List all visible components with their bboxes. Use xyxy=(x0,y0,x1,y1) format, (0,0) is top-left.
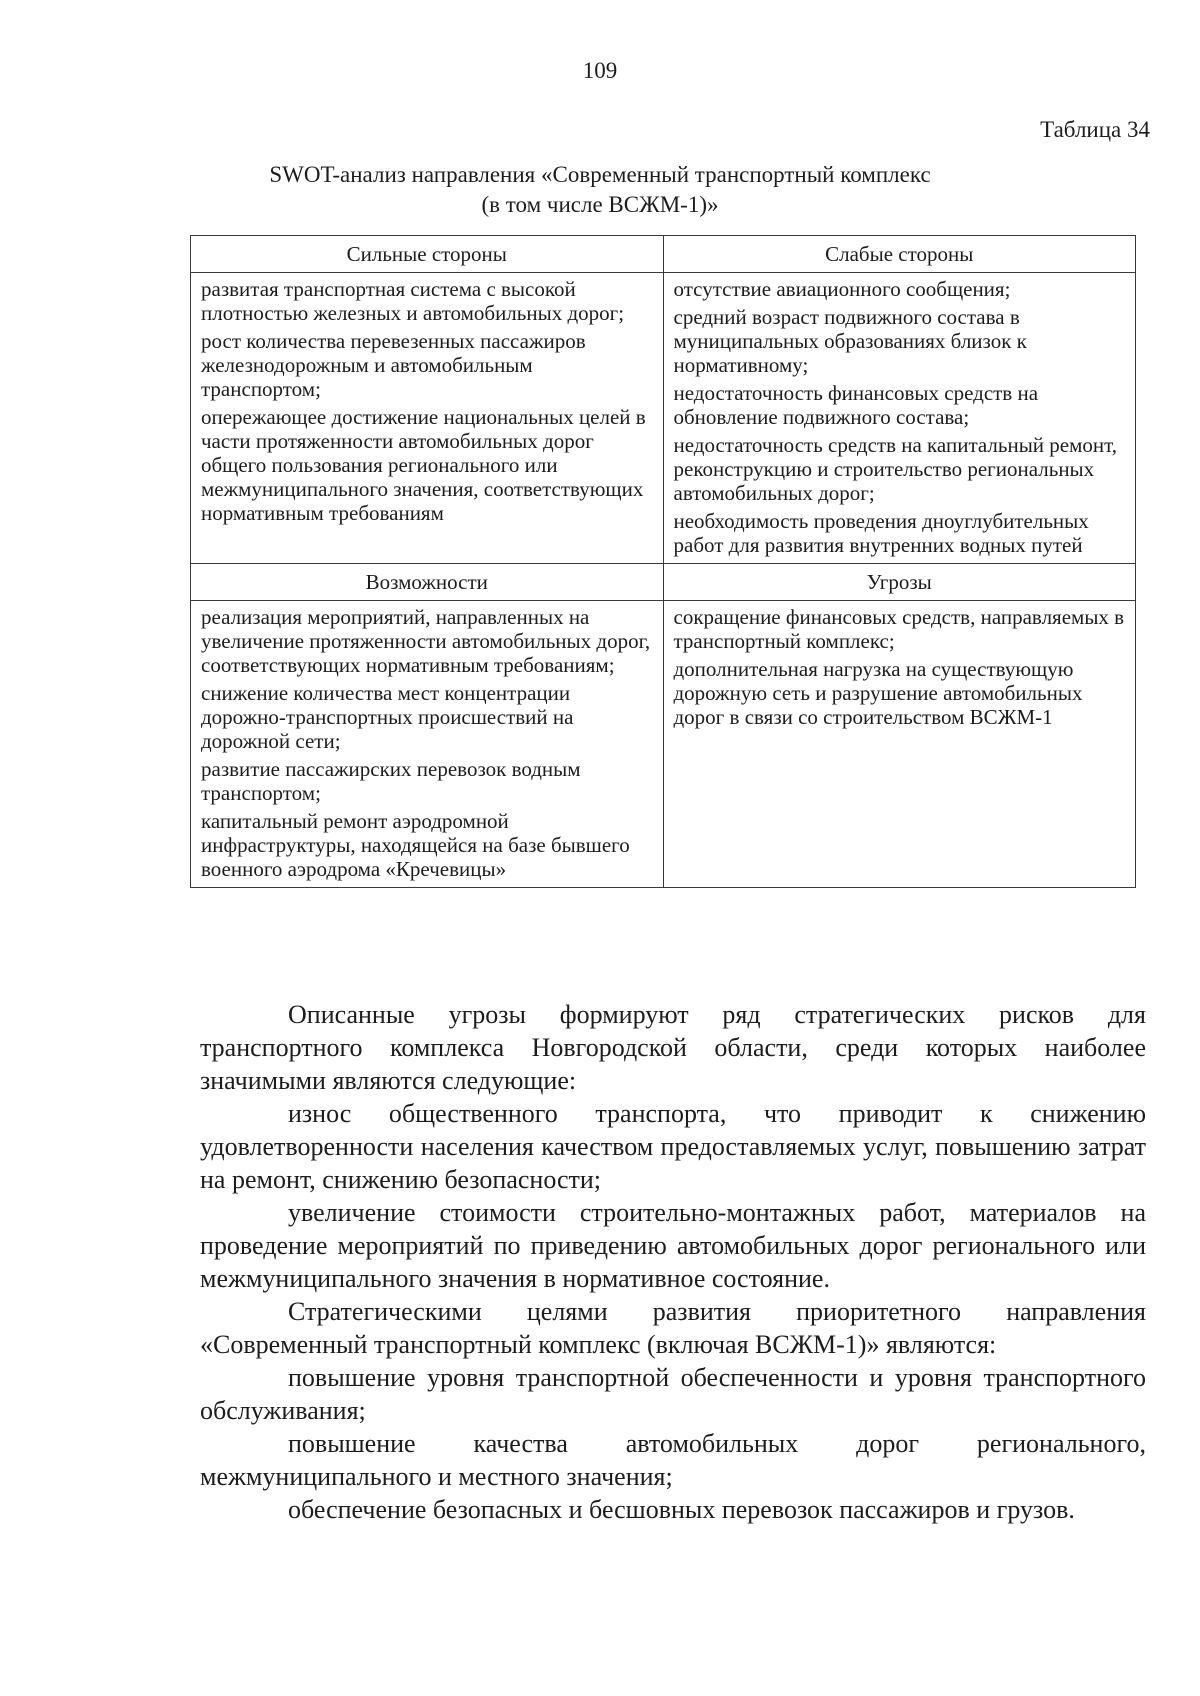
threat-item: дополнительная нагрузка на существующую дорожную сеть и разрушение автомобильных дорог в связи со строительством ВСЖМ-1 xyxy=(673,657,1083,729)
weakness-item: необходимость проведения дноуглубительных работ для развития внутренних водных путей xyxy=(673,509,1089,557)
body-text xyxy=(200,998,1146,1526)
table-caption-line-2: (в том числе ВСЖМ-1)» xyxy=(481,192,719,217)
swot-table xyxy=(190,235,1136,888)
table-caption xyxy=(0,160,1200,220)
weakness-item: недостаточность средств на капитальный ремонт, реконструкцию и строительство региональных автомобильных дорог; xyxy=(673,433,1117,505)
opportunity-item: капитальный ремонт аэродромной инфраструктуры, находящейся на базе бывшего военного аэродрома «Кречевицы» xyxy=(201,809,630,881)
opportunity-item: реализация мероприятий, направленных на увеличение протяженности автомобильных дорог, соответствующих нормативным требованиям; xyxy=(201,605,651,677)
threats-cell xyxy=(663,601,1136,888)
strength-item: рост количества перевезенных пассажиров железнодорожным и автомобильным транспортом; xyxy=(201,329,586,401)
body-paragraph: износ общественного транспорта, что приводит к снижению удовлетворенности населения качеством предоставляемых услуг, повышению затрат на ремонт, снижению безопасности; xyxy=(200,1099,1146,1194)
strength-item: опережающее достижение национальных целей в части протяженности автомобильных дорог общего пользования регионального или межмуниципального значения, соответствующих нормативным требованиям xyxy=(201,405,646,525)
weakness-item: средний возраст подвижного состава в муниципальных образованиях близок к нормативному; xyxy=(673,305,1027,377)
strengths-cell xyxy=(191,273,664,564)
page-number: 109 xyxy=(582,58,618,83)
body-paragraph: увеличение стоимости строительно-монтажных работ, материалов на проведение мероприятий по приведению автомобильных дорог регионального или межмуниципального значения в нормативное состояние. xyxy=(200,1198,1146,1293)
strengths-header: Сильные стороны xyxy=(191,236,664,273)
strength-item: развитая транспортная система с высокой плотностью железных и автомобильных дорог; xyxy=(201,277,625,325)
swot-header-row-top xyxy=(191,236,1136,273)
opportunities-header: Возможности xyxy=(191,564,664,601)
body-paragraph: обеспечение безопасных и бесшовных перевозок пассажиров и грузов. xyxy=(288,1495,1075,1524)
threats-header: Угрозы xyxy=(663,564,1136,601)
threat-item: сокращение финансовых средств, направляемых в транспортный комплекс; xyxy=(673,605,1125,653)
weakness-item: недостаточность финансовых средств на обновление подвижного состава; xyxy=(673,381,1039,429)
table-label: Таблица 34 xyxy=(1040,117,1150,142)
weaknesses-header: Слабые стороны xyxy=(663,236,1136,273)
table-caption-line-1: SWOT-анализ направления «Современный транспортный комплекс xyxy=(269,162,931,187)
opportunity-item: развитие пассажирских перевозок водным транспортом; xyxy=(201,757,581,805)
body-paragraph: повышение уровня транспортной обеспеченности и уровня транспортного обслуживания; xyxy=(200,1363,1146,1425)
body-paragraph: Описанные угрозы формируют ряд стратегических рисков для транспортного комплекса Новгородской области, среди которых наиболее значимыми являются следующие: xyxy=(200,1000,1146,1095)
body-paragraph: повышение качества автомобильных дорог регионального, межмуниципального и местного значения; xyxy=(200,1429,1146,1491)
opportunities-cell xyxy=(191,601,664,888)
swot-content-row-top xyxy=(191,273,1136,564)
body-paragraph: Стратегическими целями развития приоритетного направления «Современный транспортный комплекс (включая ВСЖМ-1)» являются: xyxy=(200,1297,1146,1359)
opportunity-item: снижение количества мест концентрации дорожно-транспортных происшествий на дорожной сети; xyxy=(201,681,574,753)
swot-content-row-bottom xyxy=(191,601,1136,888)
weaknesses-cell xyxy=(663,273,1136,564)
swot-header-row-bottom xyxy=(191,564,1136,601)
weakness-item: отсутствие авиационного сообщения; xyxy=(673,277,1011,301)
